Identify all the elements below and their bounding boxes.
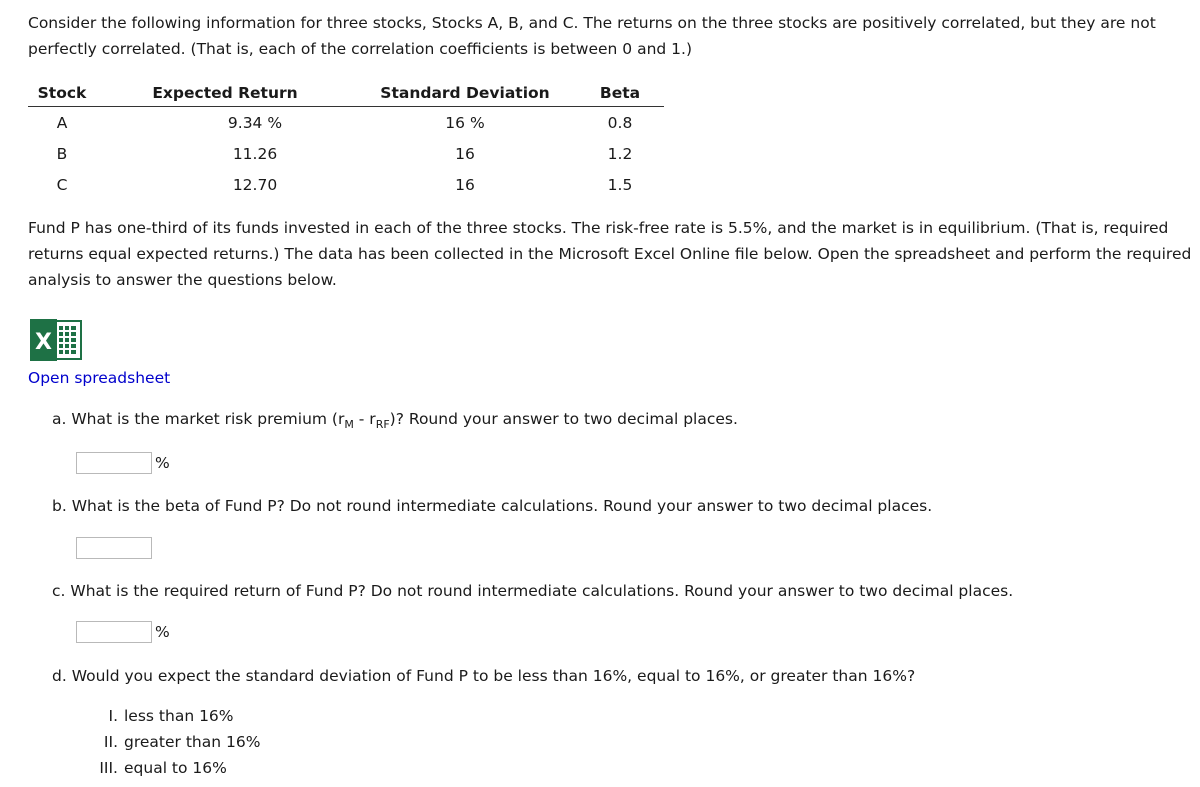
- answer-a-unit: %: [155, 454, 170, 472]
- stocks-table: [28, 80, 664, 200]
- cell-stock: A: [56, 113, 68, 132]
- question-c: c. What is the required return of Fund P? Do not round intermediate calculations. Round your answer to two decimal places.: [52, 582, 1014, 600]
- question-a-mid: - r: [353, 410, 376, 428]
- table-row: [28, 107, 664, 139]
- answer-c-unit: %: [155, 623, 170, 641]
- header-expected-return: Expected Return: [96, 80, 354, 107]
- option-ii[interactable]: [84, 731, 260, 753]
- cell-stock: B: [56, 144, 68, 163]
- excel-icon-letter: X: [35, 330, 52, 355]
- cell-expected-return: 11.26: [232, 144, 278, 163]
- excel-icon[interactable]: [29, 319, 83, 361]
- option-i[interactable]: [84, 705, 234, 727]
- header-standard-deviation: Standard Deviation: [354, 80, 576, 107]
- question-a: [52, 408, 738, 436]
- question-d: d. Would you expect the standard deviation of Fund P to be less than 16%, equal to 16%, or greater than 16%?: [52, 667, 916, 685]
- option-iii[interactable]: [84, 757, 227, 779]
- answer-a-input[interactable]: [76, 452, 152, 474]
- cell-beta: 1.2: [607, 144, 633, 163]
- fund-paragraph: Fund P has one-third of its funds invested in each of the three stocks. The risk-free rate is 5.5%, and the market is in equilibrium. (That is, required returns equal expected returns.) The data has been collected in the Microsoft Excel Online file below. Open the spreadsheet and perform the required analysis to answer the questions below.: [28, 219, 1192, 289]
- option-label: less than 16%: [124, 707, 234, 725]
- option-label: greater than 16%: [124, 733, 261, 751]
- table-row: [28, 169, 664, 200]
- option-number: I.: [108, 707, 118, 725]
- cell-standard-deviation: 16: [455, 175, 475, 194]
- subscript-m: M: [344, 418, 354, 431]
- cell-beta: 1.5: [607, 175, 633, 194]
- cell-beta: 0.8: [607, 113, 633, 132]
- cell-stock: C: [56, 175, 68, 194]
- question-a-prefix: a. What is the market risk premium (r: [52, 410, 345, 428]
- subscript-rf: RF: [375, 418, 390, 431]
- question-b: b. What is the beta of Fund P? Do not round intermediate calculations. Round your answer to two decimal places.: [52, 497, 933, 515]
- open-spreadsheet-link[interactable]: Open spreadsheet: [28, 369, 171, 387]
- intro-paragraph: Consider the following information for three stocks, Stocks A, B, and C. The returns on the three stocks are positively correlated, but they are not perfectly correlated. (That is, each of the correlation coefficients is between 0 and 1.): [28, 14, 1156, 58]
- cell-standard-deviation: 16: [455, 144, 475, 163]
- option-number: II.: [103, 733, 118, 751]
- table-row: [28, 138, 664, 169]
- option-number: III.: [99, 759, 118, 777]
- answer-c-input[interactable]: [76, 621, 152, 643]
- option-label: equal to 16%: [124, 759, 227, 777]
- table-header-row: [28, 80, 664, 107]
- cell-expected-return: 12.70: [232, 175, 278, 194]
- header-stock: Stock: [28, 80, 96, 107]
- cell-expected-return: 9.34 %: [227, 113, 283, 132]
- answer-b-input[interactable]: [76, 537, 152, 559]
- header-beta: Beta: [576, 80, 664, 107]
- question-a-suffix: )? Round your answer to two decimal places.: [389, 410, 738, 428]
- cell-standard-deviation: 16 %: [445, 113, 485, 132]
